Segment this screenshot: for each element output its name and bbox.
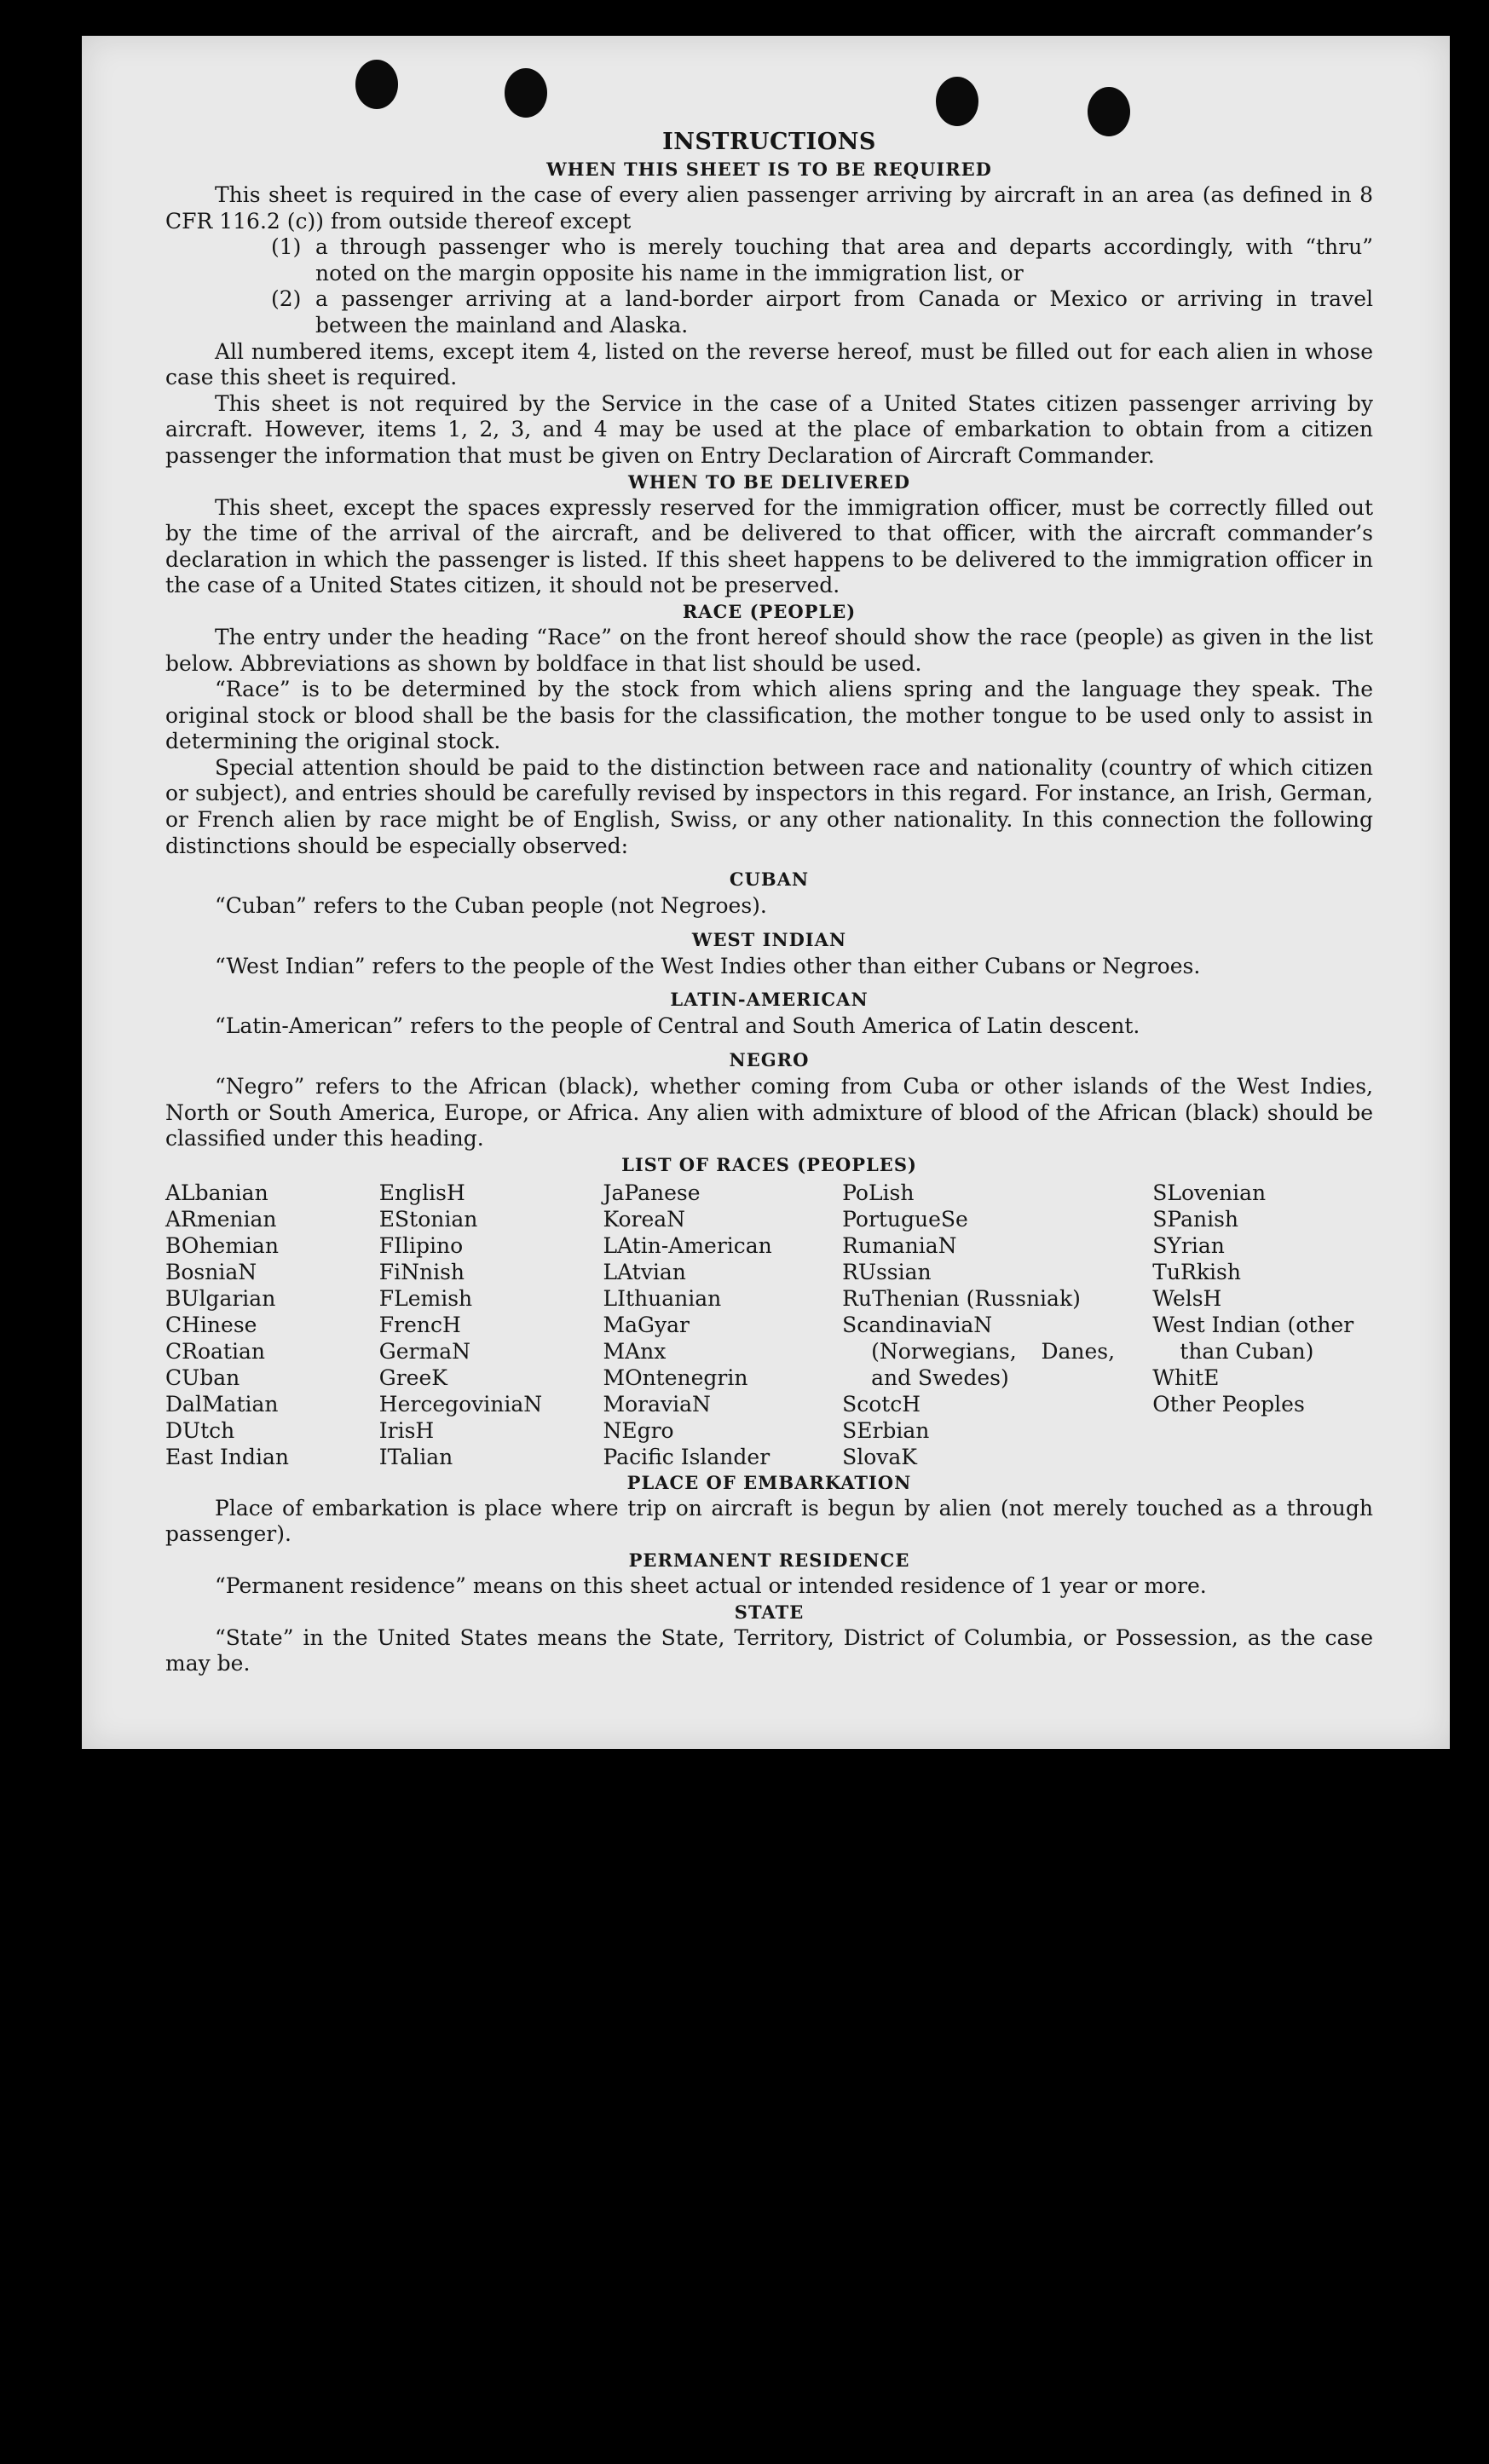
race-item: WelsH bbox=[1152, 1285, 1222, 1311]
race-item: HercegoviniaN bbox=[378, 1391, 543, 1417]
race-item: SLovenian bbox=[1152, 1180, 1267, 1205]
race-item: MOntenegrin bbox=[603, 1365, 748, 1390]
race-item: ALbanian bbox=[165, 1180, 268, 1205]
race-item: MAnx bbox=[603, 1338, 667, 1364]
race-item: ScotcH bbox=[842, 1391, 921, 1417]
race-item: LIthuanian bbox=[603, 1285, 722, 1311]
paragraph-embarkation: Place of embarkation is place where trip on aircraft is begun by alien (not merely touched as a through passenger). bbox=[165, 1495, 1373, 1547]
heading-list-of-races: LIST OF RACES (PEOPLES) bbox=[621, 1153, 917, 1175]
race-item: DUtch bbox=[165, 1417, 235, 1443]
exception-number: (1) bbox=[271, 234, 302, 260]
paragraph-race-nationality: Special attention should be paid to the distinction between race and nationality (country of which citizen or subject), and entries should be carefully revised by inspectors in this regard. For instance, an Irish, German, or French alien by race might be of English, Swiss, or any other nationality. In this connection the following distinctions should be especially observed: bbox=[165, 754, 1373, 858]
race-item: Pacific Islander bbox=[603, 1444, 770, 1469]
exception-text: a through passenger who is merely touching that area and departs accordingly, with “thru” noted on the margin opposite his name in the immigration list, or bbox=[315, 234, 1373, 286]
paragraph-required-intro: This sheet is required in the case of every alien passenger arriving by aircraft in an area (as defined in 8 CFR 116.2 (c)) from outside thereof except bbox=[165, 182, 1373, 234]
race-column bbox=[165, 1180, 379, 1470]
race-item: PortugueSe bbox=[842, 1206, 968, 1232]
race-item: FIlipino bbox=[378, 1232, 464, 1258]
exception-number: (2) bbox=[271, 286, 302, 312]
paragraph-cuban: “Cuban” refers to the Cuban people (not Negroes). bbox=[215, 893, 767, 919]
heading-west-indian: WEST INDIAN bbox=[691, 928, 847, 950]
instruction-sheet bbox=[82, 36, 1450, 1749]
race-item: SErbian bbox=[842, 1417, 930, 1443]
race-item: WhitE bbox=[1152, 1365, 1220, 1390]
heading-permanent-residence: PERMANENT RESIDENCE bbox=[628, 1549, 910, 1571]
race-item: NEgro bbox=[603, 1417, 674, 1443]
paragraph-latin-american: “Latin-American” refers to the people of Central and South America of Latin descent. bbox=[215, 1013, 1140, 1039]
race-column bbox=[842, 1180, 1152, 1470]
race-item: Other Peoples bbox=[1152, 1391, 1305, 1417]
heading-embarkation: PLACE OF EMBARKATION bbox=[626, 1471, 912, 1493]
race-item: CHinese bbox=[165, 1312, 257, 1337]
race-item: RUssian bbox=[842, 1259, 932, 1284]
race-item: CUban bbox=[165, 1365, 240, 1390]
race-column bbox=[379, 1180, 603, 1470]
race-item: SYrian bbox=[1152, 1232, 1225, 1258]
paragraph-permanent-residence: “Permanent residence” means on this sheet actual or intended residence of 1 year or more. bbox=[215, 1573, 1207, 1598]
punch-hole bbox=[936, 77, 978, 126]
race-list bbox=[165, 1180, 1373, 1470]
paragraph-negro: “Negro” refers to the African (black), whether coming from Cuba or other islands of the West Indies, North or South America, Europe, or Africa. Any alien with admixture of blood of the African (black) should be classified under this heading. bbox=[165, 1074, 1373, 1151]
heading-latin-american: LATIN-AMERICAN bbox=[670, 989, 869, 1011]
punch-hole bbox=[505, 68, 547, 118]
punch-hole bbox=[1088, 87, 1130, 136]
paragraph-citizen: This sheet is not required by the Service in the case of a United States citizen passenger arriving by aircraft. However, items 1, 2, 3, and 4 may be used at the place of embarkation to obtain from a citizen passenger the information that must be given on Entry Declaration of Aircraft Commander. bbox=[165, 390, 1373, 468]
race-item: ITalian bbox=[378, 1444, 453, 1469]
race-item: ARmenian bbox=[165, 1206, 277, 1232]
heading-cuban: CUBAN bbox=[729, 868, 810, 891]
race-item: FiNnish bbox=[378, 1259, 465, 1284]
exception-list bbox=[271, 234, 1373, 338]
race-item: FLemish bbox=[378, 1285, 473, 1311]
race-item: RumaniaN bbox=[842, 1232, 957, 1258]
race-item: EStonian bbox=[378, 1206, 478, 1232]
exception-text: a passenger arriving at a land-border airport from Canada or Mexico or arriving in travel between the mainland and Alaska. bbox=[315, 286, 1373, 338]
race-item: JaPanese bbox=[603, 1180, 701, 1205]
race-item: PoLish bbox=[842, 1180, 915, 1205]
race-column bbox=[603, 1180, 842, 1470]
heading-when-delivered: WHEN TO BE DELIVERED bbox=[627, 470, 910, 493]
race-item: IrisH bbox=[378, 1417, 435, 1443]
race-item: MoraviaN bbox=[603, 1391, 711, 1417]
race-item: SlovaK bbox=[842, 1444, 917, 1469]
page-title: INSTRUCTIONS bbox=[662, 129, 876, 155]
race-item: RuThenian (Russniak) bbox=[842, 1285, 1081, 1311]
race-item: EnglisH bbox=[378, 1180, 465, 1205]
paragraph-race-definition: “Race” is to be determined by the stock from which aliens spring and the language they speak. The original stock or blood shall be the basis for the classification, the mother tongue to be used only to assist in determining the original stock. bbox=[165, 677, 1373, 754]
race-item: CRoatian bbox=[165, 1338, 265, 1364]
heading-when-required: WHEN THIS SHEET IS TO BE REQUIRED bbox=[546, 159, 992, 180]
race-item: MaGyar bbox=[603, 1312, 690, 1337]
race-item: ScandinaviaN (Norwegians, Danes, and Swedes) bbox=[842, 1312, 1116, 1390]
race-item: BUlgarian bbox=[165, 1285, 276, 1311]
heading-race: RACE (PEOPLE) bbox=[682, 600, 857, 622]
race-item: TuRkish bbox=[1152, 1259, 1241, 1284]
paragraph-west-indian: “West Indian” refers to the people of the West Indies other than either Cubans or Negroes. bbox=[215, 953, 1201, 978]
paragraph-delivery: This sheet, except the spaces expressly reserved for the immigration officer, must be correctly filled out by the time of the arrival of the aircraft, and be delivered to that officer, with the aircraft commander’s declaration in which the passenger is listed. If this sheet happens to be delivered to the immigration officer in the case of a United States citizen, it should not be preserved. bbox=[165, 494, 1373, 598]
race-item: KoreaN bbox=[603, 1206, 686, 1232]
punch-hole bbox=[355, 60, 398, 109]
paragraph-race-entry: The entry under the heading “Race” on the front hereof should show the race (people) as given in the list below. Abbreviations as shown by boldface in that list should be used. bbox=[165, 624, 1373, 676]
race-item: West Indian (other than Cuban) bbox=[1152, 1312, 1354, 1364]
race-item: BosniaN bbox=[165, 1259, 257, 1284]
race-item: GermaN bbox=[378, 1338, 470, 1364]
race-column bbox=[1152, 1180, 1373, 1470]
paragraph-numbered-items: All numbered items, except item 4, listed on the reverse hereof, must be filled out for each alien in whose case this sheet is required. bbox=[165, 338, 1373, 390]
race-item: BOhemian bbox=[165, 1232, 279, 1258]
race-item: GreeK bbox=[378, 1365, 447, 1390]
heading-negro: NEGRO bbox=[729, 1049, 810, 1071]
exception-item bbox=[271, 234, 1373, 286]
heading-state: STATE bbox=[734, 1601, 805, 1623]
paragraph-state: “State” in the United States means the State, Territory, District of Columbia, or Possession, as the case may be. bbox=[165, 1624, 1373, 1676]
race-item: East Indian bbox=[165, 1444, 289, 1469]
race-item: LAtin-American bbox=[603, 1232, 772, 1258]
race-item: DalMatian bbox=[165, 1391, 279, 1417]
race-item: LAtvian bbox=[603, 1259, 686, 1284]
race-item: FrencH bbox=[378, 1312, 461, 1337]
race-item: SPanish bbox=[1152, 1206, 1239, 1232]
exception-item bbox=[271, 286, 1373, 338]
